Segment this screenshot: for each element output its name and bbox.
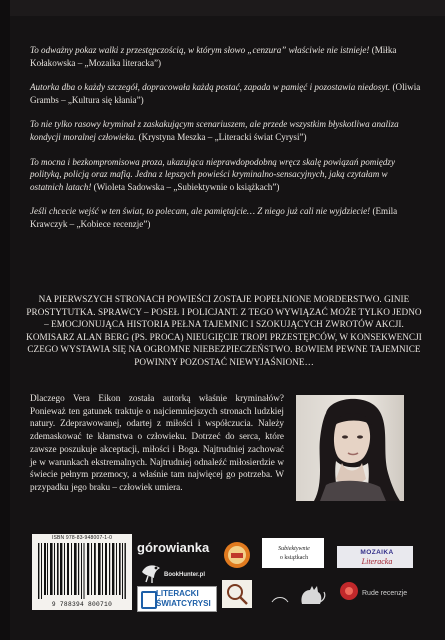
quote-text: To mocna i bezkompromisowa proza, ukazująca nieprawdopodobną wręcz skalę powiązań pomiędzy polityką, policją oraz mafią. Jedna z lepszych powieści kryminalno-sensacyjnych, jaką czytałam w ostatnich latach!: [30, 156, 396, 192]
cat-blog-logo: [262, 580, 328, 608]
review-quotes: [30, 44, 422, 243]
review-quote: [30, 81, 422, 106]
quote-text: To odważny pokaz walki z przestępczością, w którym słowo „cenzura” właściwie nie istnieje!: [30, 45, 370, 55]
isbn-number: ISBN 978-83-948007-1-0: [51, 535, 113, 541]
quote-attribution: (Oliwia Grambs – „Kultura się kłania”): [30, 82, 421, 105]
red-circle-icon: [338, 580, 360, 602]
quote-text: To nie tylko rasowy kryminał z zaskakującym scenariuszem, ale przede wszystkim błyskotliwa analiza kondycji moralnej człowieka.: [30, 119, 399, 142]
author-photo: [296, 395, 404, 501]
subiektywnie-line1: Subiektywnie: [278, 546, 310, 552]
review-quote: [30, 205, 422, 230]
mozaika-literacka-logo: [337, 546, 413, 568]
quote-text: Jeśli chcecie wejść w ten świat, to polecam, ale pamiętajcie… Z niego już cali nie wyjdziecie!: [30, 206, 371, 217]
barcode-graphic: [36, 543, 128, 599]
gorowianka-logo: górowianka: [137, 540, 210, 555]
quote-attribution: (Krystyna Meszka – „Literacki świat Cyrysi”): [136, 131, 307, 142]
magnifier-icon: [222, 580, 252, 608]
subiektywnie-line2: o książkach: [279, 555, 309, 561]
author-description: Dlaczego Vera Eikon została autorką właśnie kryminałów? Ponieważ ten gatunek traktuje o najciemniejszych stronach ludzkiej natury. Zdeprawowanej, odartej z miłości i współczucia. Należy zdemaskować te kłamstwa o człowieku. Dotrzeć do serca, które zawsze poszukuje akceptacji, miłości i Boga. Najtrudniej zachować je w warunkach ekstremalnych. Najtrudniej odnaleźć miłosierdzie w świecie pełnym przemocy, a właśnie tam najwięcej go potrzeba. W przypadku jego braku – człowiek umiera.: [30, 393, 284, 492]
rude-recenzje-label: Rude recenzje: [362, 590, 408, 597]
quote-attribution: (Wioleta Sadowska – „Subiektywnie o książkach”): [91, 181, 280, 192]
bookhunter-logo: [140, 560, 210, 586]
cat-icon: [262, 580, 328, 608]
quote-attribution: (Emila Krawczyk – „Kobiece recenzje”): [30, 206, 398, 229]
review-quote: [30, 156, 422, 194]
rude-recenzje-logo: [338, 580, 416, 608]
lws-line1: LITERACKI: [156, 589, 199, 598]
lws-line2: ŚWIATCYRYSI: [156, 599, 211, 608]
mozaika-line2: Literacka: [361, 557, 393, 566]
cover-spine-edge: [0, 0, 10, 640]
book-icon: [141, 591, 157, 609]
bird-icon: [140, 560, 162, 584]
quote-text: Autorka dba o każdy szczegół, dopracowała każdą postać, zapada w pamięć i pozostawia niedosyt.: [30, 82, 391, 93]
barcode-digits: 9 788394 800710: [51, 601, 113, 608]
cover-top-edge: [0, 0, 445, 16]
book-blurb: NA PIERWSZYCH STRONACH POWIEŚCI ZOSTAJE POPEŁNIONE MORDERSTWO. GINIE PROSTYTUTKA. SPRAWCY – POSEŁ I POLICJANT. Z TEGO WYWIĄZAĆ MOŻE TYLKO JEDNO – EMOCJONUJĄCA HISTORIA PEŁNA TAJEMNIC I SZOKUJĄCYCH ZWROTÓW AKCJI. KOMISARZ ALAN BERG (PS. PROCA) NIEUGIĘCIE TROPI PRZESTĘPCÓW, W KONSEKWENCJI CZEGO WYSTAWIA SIĘ NA OGROMNE NIEBEZPIECZEŃSTWO. BOWIEM PEWNE TAJEMNICE POWINNY POZOSTAĆ NIEWYJAŚNIONE…: [26, 294, 422, 367]
review-quote: [30, 118, 422, 143]
literacki-swiat-cyrysi-logo: [137, 586, 217, 612]
badge-icon: [222, 540, 252, 570]
kultura-badge-logo: [222, 540, 252, 570]
mozaika-line1: MOZAIKA: [360, 549, 394, 556]
quote-attribution: (Miłka Kołakowska – „Mozaika literacka”): [30, 45, 397, 68]
subiektywnie-logo: [262, 538, 324, 568]
bookhunter-label: BookHunter.pl: [164, 572, 206, 578]
kryminal-logo: [222, 580, 252, 608]
review-quote: [30, 44, 422, 69]
isbn-barcode: [32, 534, 132, 610]
